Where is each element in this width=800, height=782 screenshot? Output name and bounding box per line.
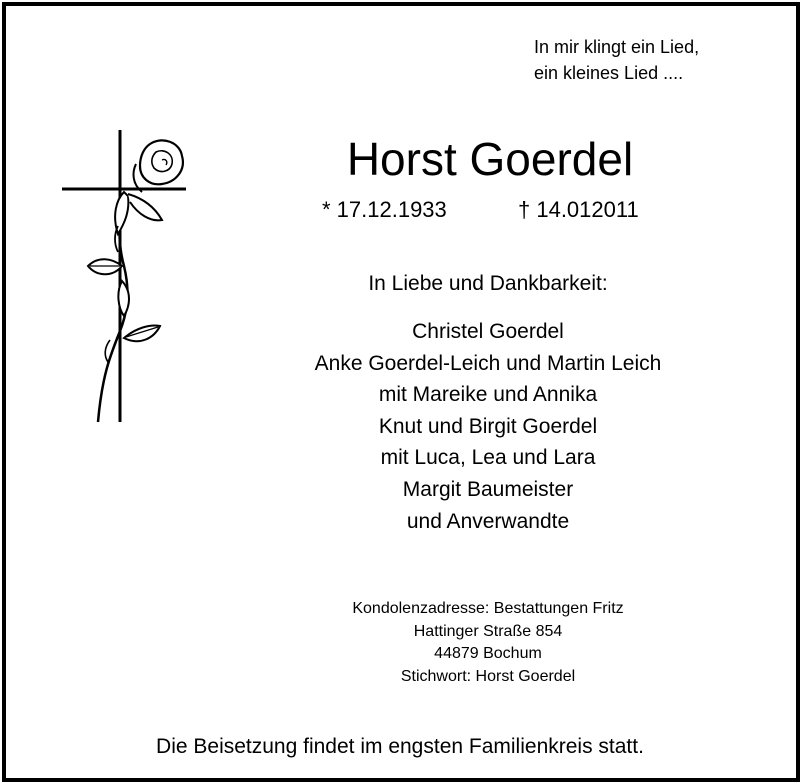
quote-line: In mir klingt ein Lied, <box>534 37 700 57</box>
address-line: Stichwort: Horst Goerdel <box>400 668 576 686</box>
deceased-name: Horst Goerdel <box>346 133 634 185</box>
mourner-line: Knut und Birgit Goerdel <box>378 414 598 438</box>
mourner-line: Anke Goerdel-Leich und Martin Leich <box>314 351 662 375</box>
mourner-line: mit Luca, Lea und Lara <box>380 446 596 470</box>
address-line: Hattinger Straße 854 <box>413 622 563 640</box>
mourner-line: mit Mareike und Annika <box>378 383 598 407</box>
quote <box>534 34 699 86</box>
closing-note: Die Beisetzung findet im engsten Familienkreis statt. <box>156 735 644 758</box>
mourner-line: Margit Baumeister <box>402 477 574 501</box>
quote-line: ein kleines Lied .... <box>534 63 684 83</box>
life-dates <box>322 196 639 224</box>
mourners-list <box>250 316 726 537</box>
cross-with-rose-icon <box>58 126 198 426</box>
mourner-line: Christel Goerdel <box>412 320 564 343</box>
birth-date: * 17.12.1933 <box>322 197 447 222</box>
condolence-address <box>250 598 726 689</box>
death-date: † 14.012011 <box>518 197 639 222</box>
address-line: Kondolenzadresse: Bestattungen Fritz <box>352 600 624 617</box>
address-line: 44879 Bochum <box>434 645 542 663</box>
intro-text: In Liebe und Dankbarkeit: <box>368 272 608 295</box>
mourner-line: und Anverwandte <box>406 509 570 533</box>
